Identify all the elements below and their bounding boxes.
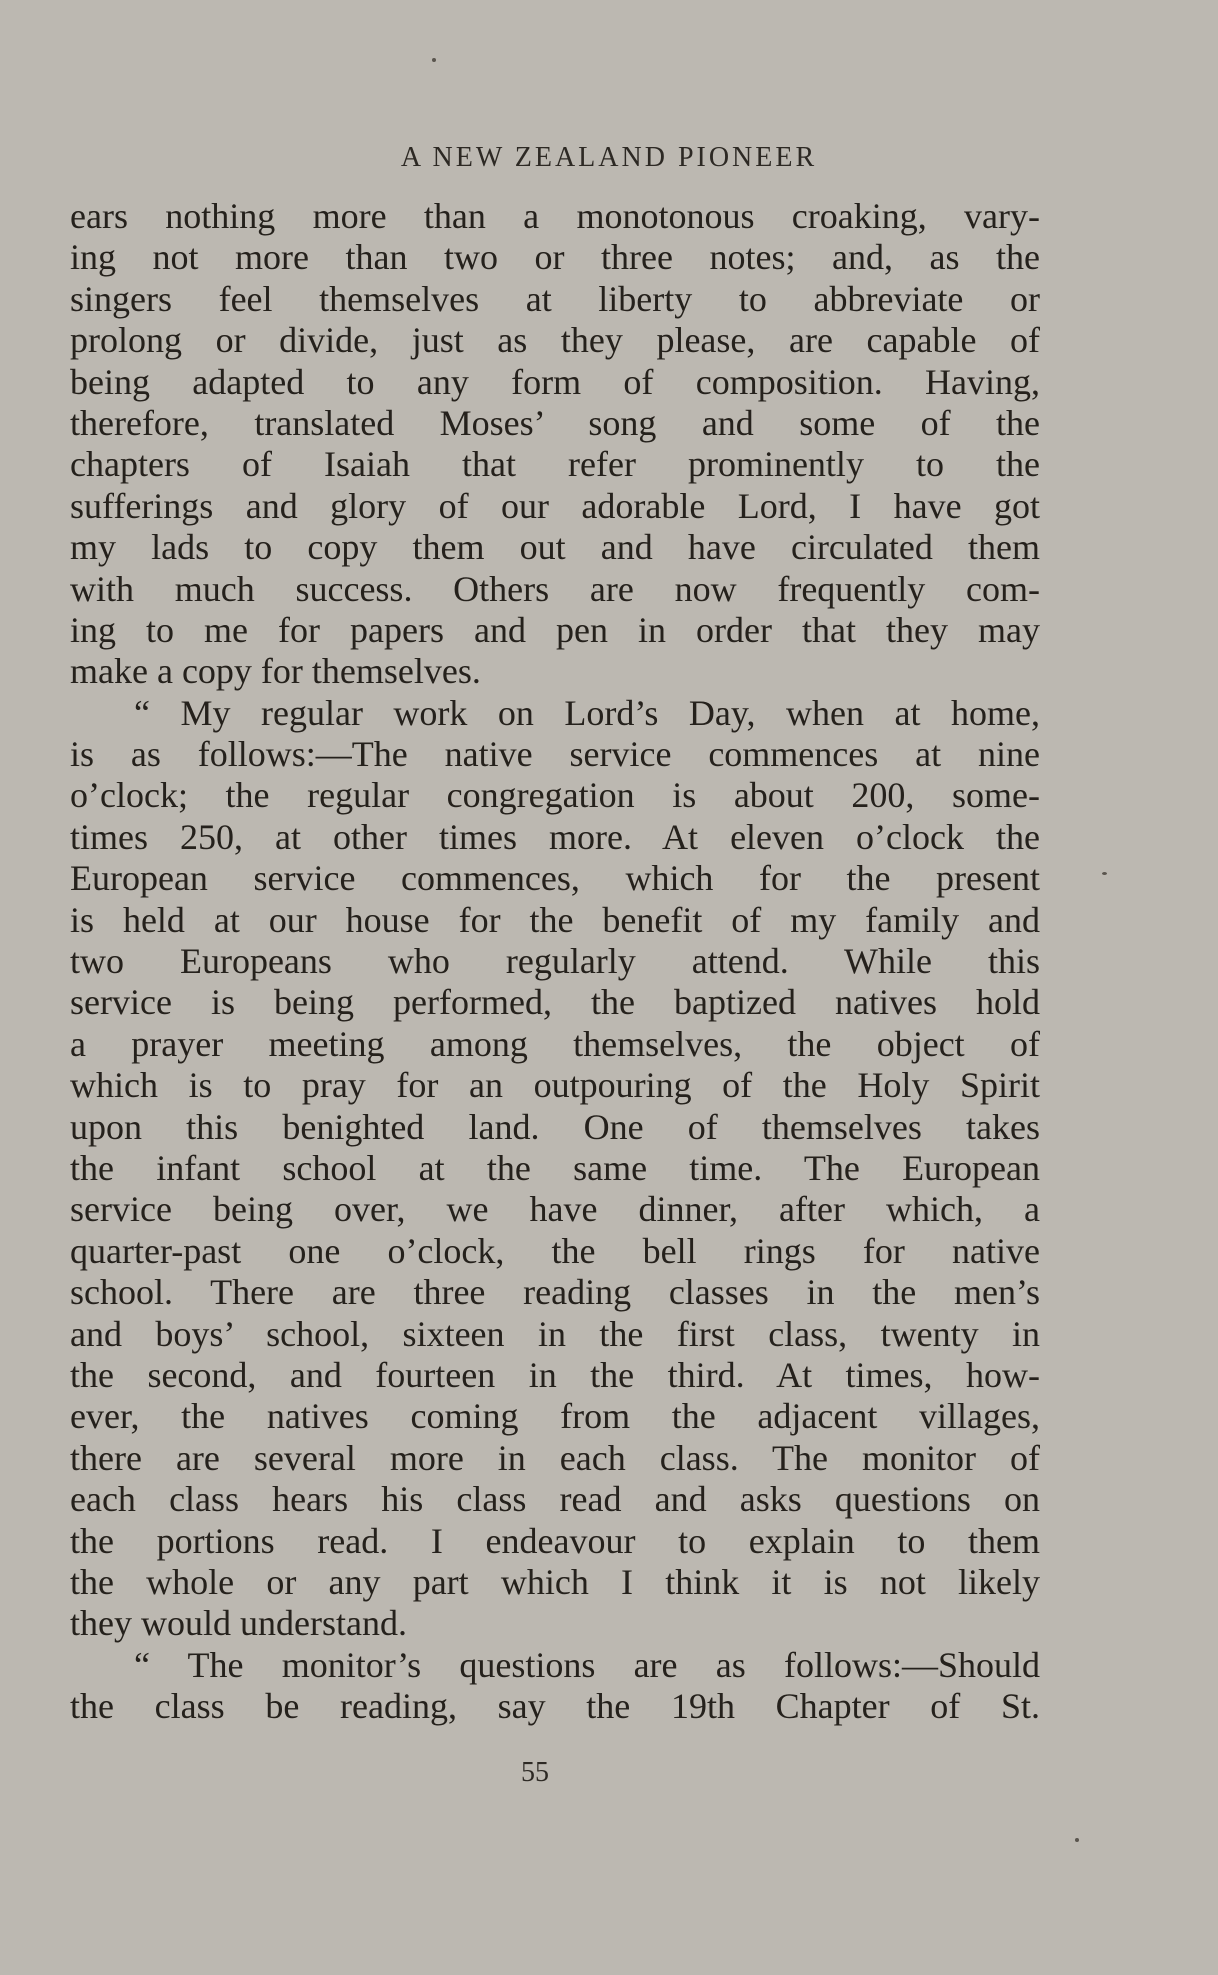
text-line: ever, the natives coming from the adjacent villages, [70, 1396, 1040, 1437]
page-number: 55 [521, 1757, 549, 1788]
text-line: prolong or divide, just as they please, are capable of [70, 320, 1040, 361]
text-line: the portions read. I endeavour to explain to them [70, 1520, 1040, 1561]
text-line: the whole or any part which I think it is not likely [70, 1561, 1040, 1602]
text-line: “ My regular work on Lord’s Day, when at home, [134, 692, 1040, 733]
text-line: two Europeans who regularly attend. While this [70, 941, 1040, 982]
text-line: ing to me for papers and pen in order that they may [70, 609, 1040, 650]
text-line: singers feel themselves at liberty to abbreviate or [70, 278, 1040, 319]
text-line: the infant school at the same time. The European [70, 1147, 1040, 1188]
text-line: is held at our house for the benefit of my family and [70, 899, 1040, 940]
text-line: and boys’ school, sixteen in the first class, twenty in [70, 1313, 1040, 1354]
text-line: the second, and fourteen in the third. At times, how- [70, 1354, 1040, 1395]
text-line: with much success. Others are now frequently com- [70, 568, 1040, 609]
text-line: each class hears his class read and asks questions on [70, 1479, 1040, 1520]
text-line: chapters of Isaiah that refer prominently to the [70, 444, 1040, 485]
text-line: being adapted to any form of composition. Having, [70, 361, 1040, 402]
text-line: times 250, at other times more. At eleven o’clock the [70, 816, 1040, 857]
text-line: there are several more in each class. The monitor of [70, 1437, 1040, 1478]
text-line: therefore, translated Moses’ song and some of the [70, 402, 1040, 443]
text-line: the class be reading, say the 19th Chapter of St. [70, 1686, 1040, 1727]
paper-speck [432, 58, 436, 62]
text-line: “ The monitor’s questions are as follows:—Should [134, 1644, 1040, 1685]
running-head: A NEW ZEALAND PIONEER [400, 142, 818, 173]
text-line: ing not more than two or three notes; and, as the [70, 237, 1040, 278]
text-line: is as follows:—The native service commences at nine [70, 734, 1040, 775]
text-line: sufferings and glory of our adorable Lord, I have got [70, 485, 1040, 526]
text-line: quarter-past one o’clock, the bell rings for native [70, 1230, 1040, 1271]
text-line: a prayer meeting among themselves, the object of [70, 1023, 1040, 1064]
text-line: ears nothing more than a monotonous croaking, vary- [70, 196, 1040, 236]
paper-speck [1075, 1838, 1079, 1842]
text-line: school. There are three reading classes in the men’s [70, 1272, 1040, 1313]
paper-speck [1102, 872, 1107, 875]
text-line: service is being performed, the baptized natives hold [70, 982, 1040, 1023]
text-line: make a copy for themselves. [70, 651, 481, 692]
text-line: service being over, we have dinner, after which, a [70, 1189, 1040, 1230]
text-line: my lads to copy them out and have circulated them [70, 527, 1040, 568]
body-text [70, 196, 1040, 1727]
text-line: upon this benighted land. One of themselves takes [70, 1106, 1040, 1147]
text-line: o’clock; the regular congregation is about 200, some- [70, 775, 1040, 816]
text-line: they would understand. [70, 1603, 407, 1644]
text-line: which is to pray for an outpouring of the Holy Spirit [70, 1065, 1040, 1106]
text-line: European service commences, which for the present [70, 858, 1040, 899]
